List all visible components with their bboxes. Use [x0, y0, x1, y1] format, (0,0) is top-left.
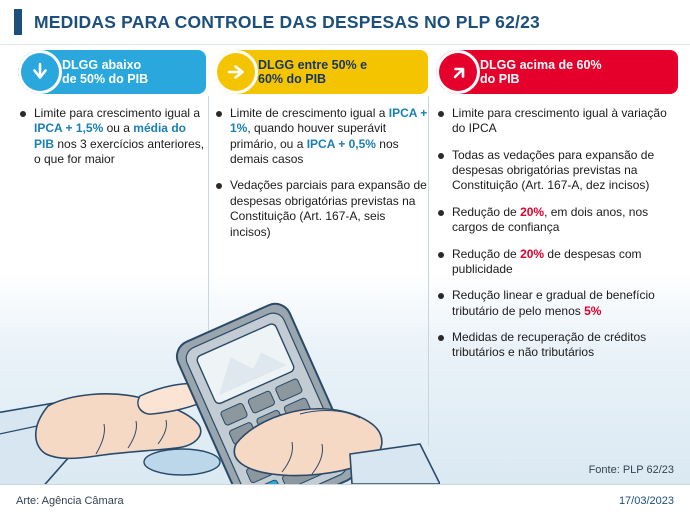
badge-label-1: [62, 58, 148, 87]
list-item: Limite para crescimento igual à variação do IPCA: [436, 106, 678, 137]
source-note: Fonte: PLP 62/23: [588, 464, 674, 476]
badge-label-2: [258, 58, 367, 87]
bullet-list-1: [18, 106, 206, 167]
bullet-list-3: [436, 106, 678, 361]
list-item: Todas as vedações para expansão de despesas obrigatórias previstas na Constituição (Art. 167-A, dez incisos): [436, 148, 678, 194]
badge-icon-wrap-3: [436, 50, 480, 94]
list-item: Medidas de recuperação de créditos tributários e não tributários: [436, 330, 678, 361]
badge-dlgg-entre-50-60: [214, 50, 428, 94]
arrow-up-icon: [439, 53, 477, 91]
footer-credit: Arte: Agência Câmara: [16, 494, 124, 507]
hand-using-card-payment-terminal-illustration: [0, 294, 440, 484]
header-accent-bar: [14, 9, 22, 35]
list-item: Limite de crescimento igual a IPCA + 1%, quando houver superávit primário, ou a IPCA + 0,5% nos demais casos: [214, 106, 428, 167]
arrow-down-icon: [21, 53, 59, 91]
footer: [0, 484, 690, 516]
badge-label-2-line2: 60% do PIB: [258, 72, 327, 86]
content-panel: [0, 44, 690, 484]
list-item: Redução de 20% de despesas com publicidade: [436, 247, 678, 278]
column-dlgg-acima-60: [436, 50, 678, 372]
badge-dlgg-acima-60: [436, 50, 678, 94]
page-title: MEDIDAS PARA CONTROLE DAS DESPESAS NO PLP 62/23: [34, 11, 540, 32]
list-item: Redução de 20%, em dois anos, nos cargos de confiança: [436, 205, 678, 236]
badge-label-1-line1: DLGG abaixo: [62, 57, 142, 72]
badge-label-3-line2: do PIB: [480, 72, 520, 86]
bullet-list-2: [214, 106, 428, 240]
badge-dlgg-abaixo-50: [18, 50, 206, 94]
badge-label-1-line2: de 50% do PIB: [62, 72, 149, 86]
panel-divider: [0, 44, 690, 45]
badge-icon-wrap-1: [18, 50, 62, 94]
footer-date: 17/03/2023: [618, 494, 674, 507]
arrow-right-icon: [217, 53, 255, 91]
badge-label-2-line1: DLGG entre 50% e: [258, 57, 368, 72]
header: [0, 0, 690, 44]
badge-icon-wrap-2: [214, 50, 258, 94]
list-item: Redução linear e gradual de benefício tributário de pelo menos 5%: [436, 288, 678, 319]
list-item: Vedações parciais para expansão de despesas obrigatórias previstas na Constituição (Art. 167-A, seis incisos): [214, 178, 428, 239]
badge-label-3-line1: DLGG acima de 60%: [480, 57, 602, 72]
badge-label-3: [480, 58, 602, 87]
list-item: Limite para crescimento igual a IPCA + 1,5% ou a média do PIB nos 3 exercícios anteriores, o que for maior: [18, 106, 206, 167]
